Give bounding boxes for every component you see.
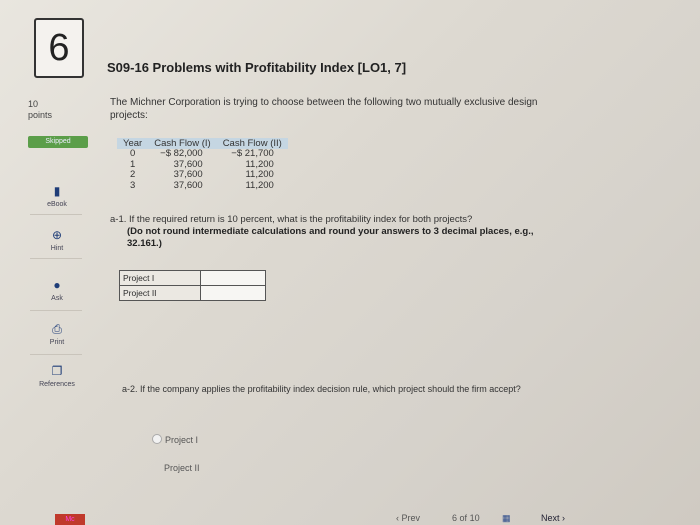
sidebar-divider xyxy=(30,310,82,311)
option-project-1[interactable] xyxy=(152,434,198,445)
project-1-input[interactable] xyxy=(201,271,266,286)
answer-row xyxy=(120,271,266,286)
points-label: points xyxy=(28,110,53,120)
column-header: Cash Flow (II) xyxy=(217,138,288,149)
problem-title: S09-16 Problems with Profitability Index [LO1, 7] xyxy=(107,60,407,75)
table-row xyxy=(117,170,288,181)
table-cell: 11,200 xyxy=(245,158,274,170)
column-header: Year xyxy=(117,138,148,149)
chevron-left-icon: ‹ xyxy=(396,513,399,523)
references-label: References xyxy=(39,381,75,388)
next-label: Next xyxy=(541,513,560,523)
table-cell: 2 xyxy=(129,169,136,180)
column-header: Cash Flow (I) xyxy=(148,138,216,149)
answer-row xyxy=(120,286,266,301)
table-cell: 11,200 xyxy=(245,179,274,191)
question-a1 xyxy=(110,214,560,250)
table-cell: 11,200 xyxy=(245,169,274,180)
answer-label: Project II xyxy=(120,286,201,301)
hint-icon: ⊕ xyxy=(51,228,63,242)
status-badge: Skipped xyxy=(28,136,88,148)
answer-table xyxy=(119,270,266,301)
answer-label: Project I xyxy=(120,271,201,286)
table-cell: 3 xyxy=(129,179,136,191)
question-a1-number: a-1. xyxy=(110,214,127,225)
hint-button[interactable] xyxy=(26,228,88,252)
ebook-icon: ▮ xyxy=(53,184,61,198)
option-project-2[interactable] xyxy=(164,463,200,473)
page-total: 10 xyxy=(469,513,480,523)
question-a2-number: a-2. xyxy=(122,384,138,394)
table-cell: 0 xyxy=(129,148,136,159)
question-a1-instruction: (Do not round intermediate calculations and round your answers to 3 decimal places, e.g., 32.161.) xyxy=(127,226,534,249)
table-cell: 1 xyxy=(129,158,136,170)
chevron-right-icon: › xyxy=(562,513,566,523)
page-current: 6 xyxy=(452,513,458,523)
option-label: Project I xyxy=(165,435,199,445)
next-button[interactable] xyxy=(541,513,565,523)
ebook-label: eBook xyxy=(47,201,67,208)
question-a2-text: If the company applies the profitability index decision rule, which project should the firm accept? xyxy=(140,384,521,394)
option-label: Project II xyxy=(164,463,200,473)
table-cell: −$ 82,000 xyxy=(160,148,203,159)
hint-label: Hint xyxy=(50,245,64,252)
prev-button[interactable] xyxy=(396,513,420,523)
print-icon: ⎙ xyxy=(52,322,62,336)
ask-label: Ask xyxy=(51,295,63,302)
sidebar-divider xyxy=(30,354,82,355)
references-icon: ❐ xyxy=(51,364,63,378)
print-label: Print xyxy=(49,339,65,346)
table-row xyxy=(117,149,288,160)
question-number: 6 xyxy=(34,18,84,78)
references-button[interactable] xyxy=(22,364,92,388)
points-box xyxy=(28,99,52,121)
page-of: of xyxy=(459,513,468,523)
page-indicator xyxy=(452,513,480,523)
ebook-button[interactable] xyxy=(26,184,88,208)
sidebar-divider xyxy=(30,214,82,215)
question-prompt: The Michner Corporation is trying to choose between the following two mutually exclusive design projects: xyxy=(110,97,538,121)
table-cell: 37,600 xyxy=(173,158,203,170)
table-cell: 37,600 xyxy=(173,179,203,191)
ask-button[interactable] xyxy=(26,278,88,302)
project-2-input[interactable] xyxy=(201,286,266,301)
radio-button[interactable] xyxy=(152,434,162,444)
table-cell: 37,600 xyxy=(173,169,203,180)
print-button[interactable] xyxy=(26,322,88,346)
table-row xyxy=(117,181,288,192)
sidebar-divider xyxy=(30,258,82,259)
points-value: 10 xyxy=(28,99,39,109)
grid-view-icon[interactable]: ▦ xyxy=(502,513,511,523)
ask-icon: ● xyxy=(53,278,61,292)
brand-logo: Mc xyxy=(55,514,85,525)
cash-flow-table xyxy=(117,138,288,191)
question-a1-text: If the required return is 10 percent, what is the profitability index for both projects? xyxy=(129,214,473,225)
prev-label: Prev xyxy=(401,513,421,523)
table-cell: −$ 21,700 xyxy=(231,148,274,159)
question-a2 xyxy=(122,384,562,395)
